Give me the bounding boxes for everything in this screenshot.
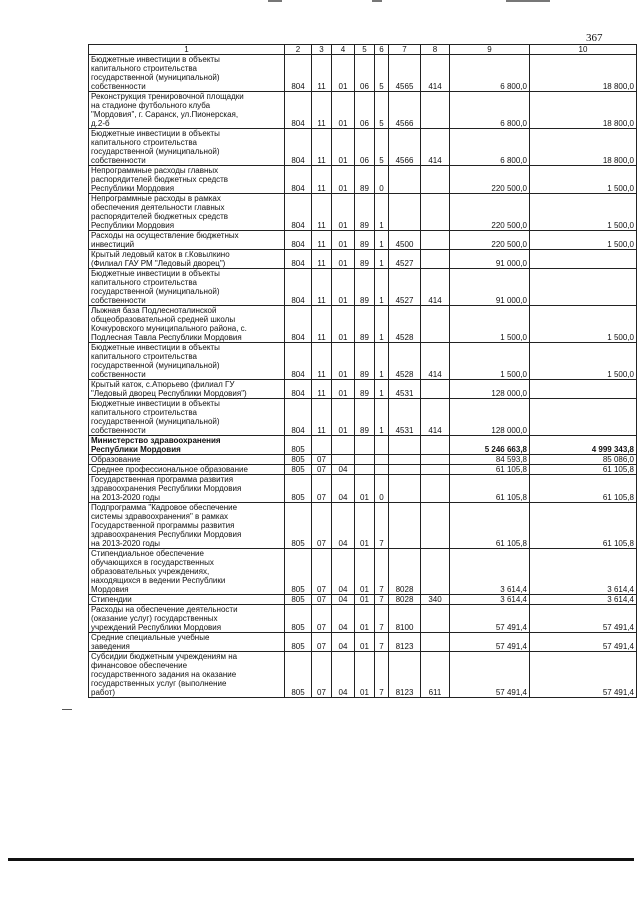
code-target: [389, 166, 421, 194]
code-section: 11: [312, 194, 332, 231]
table-row: [89, 380, 637, 399]
item-name: Государственная программа развития здравоохранения Республики Мордовия на 2013-2020 годы: [89, 475, 285, 503]
item-name: Стипендиальное обеспечение обучающихся в государственных образовательных учреждениях, находящихся в ведении Республики Мордовия: [89, 549, 285, 595]
code-expense-type: [421, 231, 450, 250]
code-target: [389, 194, 421, 231]
code-subprogram: 7: [375, 595, 389, 605]
amount-2015: 61 105,8: [530, 475, 637, 503]
table-row: [89, 455, 637, 465]
code-ministry: 804: [285, 399, 312, 436]
code-section: 07: [312, 465, 332, 475]
code-section: 11: [312, 250, 332, 269]
code-subprogram: 1: [375, 250, 389, 269]
table-row: [89, 633, 637, 652]
item-name: Бюджетные инвестиции в объекты капитального строительства государственной (муниципальной) собственности: [89, 129, 285, 166]
code-subprogram: 1: [375, 380, 389, 399]
code-expense-type: [421, 503, 450, 549]
code-expense-type: [421, 250, 450, 269]
amount-2015: 57 491,4: [530, 652, 637, 698]
code-subsection: 01: [332, 231, 355, 250]
code-subsection: 04: [332, 503, 355, 549]
column-header: 4: [332, 45, 355, 55]
amount-2014: 84 593,8: [450, 455, 530, 465]
item-name: Расходы на осуществление бюджетных инвестиций: [89, 231, 285, 250]
item-name: Бюджетные инвестиции в объекты капитального строительства государственной (муниципальной) собственности: [89, 343, 285, 380]
code-expense-type: [421, 605, 450, 633]
amount-2014: 128 000,0: [450, 380, 530, 399]
code-ministry: 804: [285, 129, 312, 166]
code-section: 11: [312, 55, 332, 92]
amount-2015: 57 491,4: [530, 633, 637, 652]
code-subsection: 04: [332, 465, 355, 475]
item-name: Средние специальные учебные заведения: [89, 633, 285, 652]
code-target: [389, 465, 421, 475]
amount-2014: 5 246 663,8: [450, 436, 530, 455]
code-program: 06: [355, 92, 375, 129]
code-expense-type: 414: [421, 343, 450, 380]
code-target: 8028: [389, 595, 421, 605]
code-subprogram: [375, 436, 389, 455]
budget-table: [88, 44, 637, 698]
code-ministry: 805: [285, 605, 312, 633]
column-header: 7: [389, 45, 421, 55]
column-header: 3: [312, 45, 332, 55]
code-expense-type: [421, 166, 450, 194]
code-section: 07: [312, 475, 332, 503]
code-subprogram: 7: [375, 633, 389, 652]
code-subprogram: 1: [375, 306, 389, 343]
code-subprogram: 1: [375, 194, 389, 231]
code-ministry: 805: [285, 652, 312, 698]
amount-2014: 3 614,4: [450, 549, 530, 595]
amount-2014: 128 000,0: [450, 399, 530, 436]
amount-2015: [530, 399, 637, 436]
code-section: 11: [312, 92, 332, 129]
amount-2014: 220 500,0: [450, 166, 530, 194]
item-name: Бюджетные инвестиции в объекты капитального строительства государственной (муниципальной) собственности: [89, 55, 285, 92]
amount-2014: 1 500,0: [450, 306, 530, 343]
code-target: 4566: [389, 92, 421, 129]
table-header-row: [89, 45, 637, 55]
code-ministry: 804: [285, 269, 312, 306]
amount-2015: 1 500,0: [530, 194, 637, 231]
code-expense-type: 414: [421, 55, 450, 92]
item-name: Лыжная база Подлесноталинской общеобразовательной средней школы Кочкуровского муниципального района, с. Подлесная Тавла Республики Мордовия: [89, 306, 285, 343]
code-expense-type: [421, 633, 450, 652]
amount-2014: 61 105,8: [450, 475, 530, 503]
code-subsection: 01: [332, 250, 355, 269]
amount-2015: 18 800,0: [530, 55, 637, 92]
code-ministry: 805: [285, 549, 312, 595]
code-subprogram: [375, 465, 389, 475]
code-ministry: 804: [285, 231, 312, 250]
code-target: 8123: [389, 633, 421, 652]
code-expense-type: [421, 475, 450, 503]
amount-2014: 6 800,0: [450, 55, 530, 92]
column-header: 8: [421, 45, 450, 55]
item-name: Министерство здравоохранения Республики Мордовия: [89, 436, 285, 455]
amount-2015: 85 086,0: [530, 455, 637, 465]
code-expense-type: [421, 306, 450, 343]
table-row: [89, 595, 637, 605]
amount-2015: 57 491,4: [530, 605, 637, 633]
code-expense-type: [421, 380, 450, 399]
code-program: [355, 455, 375, 465]
code-section: 07: [312, 595, 332, 605]
amount-2015: 1 500,0: [530, 231, 637, 250]
code-target: 4527: [389, 269, 421, 306]
code-target: 4528: [389, 343, 421, 380]
item-name: Стипендии: [89, 595, 285, 605]
amount-2014: 220 500,0: [450, 231, 530, 250]
code-program: 01: [355, 633, 375, 652]
code-subsection: 04: [332, 549, 355, 595]
code-subsection: 01: [332, 269, 355, 306]
code-expense-type: 414: [421, 269, 450, 306]
table-row: [89, 549, 637, 595]
code-target: [389, 475, 421, 503]
item-name: Субсидии бюджетным учреждениям на финансовое обеспечение государственного задания на оказание государственных услуг (выполнение работ): [89, 652, 285, 698]
code-program: 89: [355, 231, 375, 250]
code-ministry: 804: [285, 343, 312, 380]
code-expense-type: [421, 455, 450, 465]
amount-2014: 91 000,0: [450, 250, 530, 269]
code-program: 89: [355, 380, 375, 399]
code-expense-type: 414: [421, 399, 450, 436]
code-expense-type: 414: [421, 129, 450, 166]
code-section: 11: [312, 269, 332, 306]
item-name: Расходы на обеспечение деятельности (оказание услуг) государственных учреждений Республики Мордовия: [89, 605, 285, 633]
code-target: 4531: [389, 399, 421, 436]
code-expense-type: [421, 549, 450, 595]
table-row: [89, 475, 637, 503]
column-header: 10: [530, 45, 637, 55]
code-subsection: 04: [332, 595, 355, 605]
code-expense-type: 611: [421, 652, 450, 698]
code-subprogram: 5: [375, 55, 389, 92]
code-target: 4528: [389, 306, 421, 343]
item-name: Непрограммные расходы в рамках обеспечения деятельности главных распорядителей бюджетных средств Республики Мордовия: [89, 194, 285, 231]
code-program: 01: [355, 549, 375, 595]
amount-2015: [530, 269, 637, 306]
item-name: Среднее профессиональное образование: [89, 465, 285, 475]
amount-2014: 57 491,4: [450, 652, 530, 698]
code-section: 11: [312, 129, 332, 166]
scan-artifact: [506, 0, 550, 2]
item-name: Крытый каток, с.Атюрьево (филиал ГУ "Ледовый дворец Республики Мордовия"): [89, 380, 285, 399]
amount-2014: 6 800,0: [450, 92, 530, 129]
table-row: [89, 231, 637, 250]
code-ministry: 804: [285, 306, 312, 343]
code-ministry: 805: [285, 633, 312, 652]
code-subsection: 01: [332, 55, 355, 92]
code-subsection: 04: [332, 475, 355, 503]
code-ministry: 805: [285, 475, 312, 503]
amount-2015: 3 614,4: [530, 549, 637, 595]
code-ministry: 804: [285, 380, 312, 399]
table-row: [89, 343, 637, 380]
code-section: [312, 436, 332, 455]
code-subsection: 01: [332, 399, 355, 436]
code-program: 89: [355, 194, 375, 231]
code-subsection: [332, 455, 355, 465]
code-subprogram: 5: [375, 92, 389, 129]
code-section: 07: [312, 549, 332, 595]
table-row: [89, 250, 637, 269]
amount-2014: 57 491,4: [450, 633, 530, 652]
code-expense-type: [421, 92, 450, 129]
code-program: 89: [355, 306, 375, 343]
code-subsection: [332, 436, 355, 455]
code-subsection: 04: [332, 633, 355, 652]
table-row: [89, 55, 637, 92]
code-section: 11: [312, 306, 332, 343]
code-subsection: 01: [332, 92, 355, 129]
amount-2014: 61 105,8: [450, 503, 530, 549]
code-subsection: 04: [332, 652, 355, 698]
table-row: [89, 129, 637, 166]
item-name: Бюджетные инвестиции в объекты капитального строительства государственной (муниципальной) собственности: [89, 399, 285, 436]
code-section: 07: [312, 455, 332, 465]
code-section: 07: [312, 503, 332, 549]
code-section: 11: [312, 343, 332, 380]
column-header: 9: [450, 45, 530, 55]
code-ministry: 804: [285, 166, 312, 194]
item-name: Бюджетные инвестиции в объекты капитального строительства государственной (муниципальной) собственности: [89, 269, 285, 306]
code-subprogram: 5: [375, 129, 389, 166]
amount-2014: 1 500,0: [450, 343, 530, 380]
table-row: [89, 503, 637, 549]
code-ministry: 805: [285, 455, 312, 465]
amount-2015: [530, 380, 637, 399]
code-subprogram: 1: [375, 399, 389, 436]
code-ministry: 805: [285, 503, 312, 549]
code-subsection: 04: [332, 605, 355, 633]
code-ministry: 804: [285, 194, 312, 231]
amount-2015: 61 105,8: [530, 503, 637, 549]
code-section: 07: [312, 652, 332, 698]
code-subprogram: 1: [375, 231, 389, 250]
amount-2015: 1 500,0: [530, 166, 637, 194]
code-subsection: 01: [332, 129, 355, 166]
code-program: 01: [355, 475, 375, 503]
amount-2015: 18 800,0: [530, 129, 637, 166]
code-subsection: 01: [332, 194, 355, 231]
item-name: Реконструкция тренировочной площадки на стадионе футбольного клуба "Мордовия", г. Саранск, ул.Пионерская, д.2-б: [89, 92, 285, 129]
table-row: [89, 465, 637, 475]
code-subsection: 01: [332, 166, 355, 194]
amount-2015: 61 105,8: [530, 465, 637, 475]
amount-2014: 3 614,4: [450, 595, 530, 605]
code-subsection: 01: [332, 343, 355, 380]
code-section: 11: [312, 399, 332, 436]
margin-mark: [62, 709, 72, 710]
item-name: Образование: [89, 455, 285, 465]
amount-2014: 57 491,4: [450, 605, 530, 633]
code-target: 8028: [389, 549, 421, 595]
code-target: [389, 436, 421, 455]
table-row: [89, 605, 637, 633]
table-row: [89, 436, 637, 455]
code-program: [355, 465, 375, 475]
code-subsection: 01: [332, 306, 355, 343]
code-target: 8100: [389, 605, 421, 633]
item-name: Крытый ледовый каток в г.Ковылкино (Филиал ГАУ РМ "Ледовый дворец"): [89, 250, 285, 269]
code-ministry: 805: [285, 436, 312, 455]
code-section: 11: [312, 380, 332, 399]
code-ministry: 804: [285, 92, 312, 129]
code-program: 01: [355, 595, 375, 605]
table-row: [89, 166, 637, 194]
code-subprogram: 1: [375, 269, 389, 306]
table-row: [89, 399, 637, 436]
page-number: 367: [586, 32, 603, 44]
code-program: 01: [355, 503, 375, 549]
code-ministry: 805: [285, 595, 312, 605]
amount-2015: [530, 250, 637, 269]
code-section: 07: [312, 605, 332, 633]
code-section: 07: [312, 633, 332, 652]
code-program: 89: [355, 343, 375, 380]
code-program: 89: [355, 250, 375, 269]
code-target: [389, 503, 421, 549]
amount-2015: 3 614,4: [530, 595, 637, 605]
amount-2014: 6 800,0: [450, 129, 530, 166]
amount-2014: 220 500,0: [450, 194, 530, 231]
code-subprogram: 1: [375, 343, 389, 380]
column-header: 2: [285, 45, 312, 55]
code-subprogram: 7: [375, 549, 389, 595]
code-ministry: 804: [285, 55, 312, 92]
code-ministry: 804: [285, 250, 312, 269]
code-subprogram: 7: [375, 652, 389, 698]
amount-2015: 1 500,0: [530, 306, 637, 343]
table-row: [89, 269, 637, 306]
amount-2014: 61 105,8: [450, 465, 530, 475]
column-header: 1: [89, 45, 285, 55]
table-row: [89, 306, 637, 343]
code-subprogram: 0: [375, 475, 389, 503]
table-row: [89, 652, 637, 698]
code-ministry: 805: [285, 465, 312, 475]
table-body: [89, 55, 637, 698]
amount-2015: 4 999 343,8: [530, 436, 637, 455]
code-program: 89: [355, 269, 375, 306]
amount-2015: 1 500,0: [530, 343, 637, 380]
scan-artifact: [268, 0, 282, 2]
code-target: 4565: [389, 55, 421, 92]
code-subprogram: 0: [375, 166, 389, 194]
code-expense-type: [421, 436, 450, 455]
scan-artifact: [372, 0, 382, 2]
code-program: 89: [355, 399, 375, 436]
code-section: 11: [312, 166, 332, 194]
column-header: 5: [355, 45, 375, 55]
code-program: 06: [355, 129, 375, 166]
code-program: [355, 436, 375, 455]
table-row: [89, 92, 637, 129]
item-name: Подпрограмма "Кадровое обеспечение системы здравоохранения" в рамках Государственной программы развития здравоохранения Республики Мордовия на 2013-2020 годы: [89, 503, 285, 549]
code-program: 01: [355, 605, 375, 633]
table-row: [89, 194, 637, 231]
code-expense-type: 340: [421, 595, 450, 605]
code-program: 89: [355, 166, 375, 194]
column-header: 6: [375, 45, 389, 55]
code-target: [389, 455, 421, 465]
code-program: 01: [355, 652, 375, 698]
code-target: 4531: [389, 380, 421, 399]
code-subprogram: 7: [375, 605, 389, 633]
amount-2014: 91 000,0: [450, 269, 530, 306]
code-target: 8123: [389, 652, 421, 698]
code-program: 06: [355, 55, 375, 92]
item-name: Непрограммные расходы главных распорядителей бюджетных средств Республики Мордовия: [89, 166, 285, 194]
page-bottom-rule: [8, 858, 634, 861]
code-section: 11: [312, 231, 332, 250]
code-target: 4500: [389, 231, 421, 250]
code-subsection: 01: [332, 380, 355, 399]
code-target: 4566: [389, 129, 421, 166]
code-expense-type: [421, 465, 450, 475]
code-subprogram: [375, 455, 389, 465]
amount-2015: 18 800,0: [530, 92, 637, 129]
code-target: 4527: [389, 250, 421, 269]
code-subprogram: 7: [375, 503, 389, 549]
code-expense-type: [421, 194, 450, 231]
